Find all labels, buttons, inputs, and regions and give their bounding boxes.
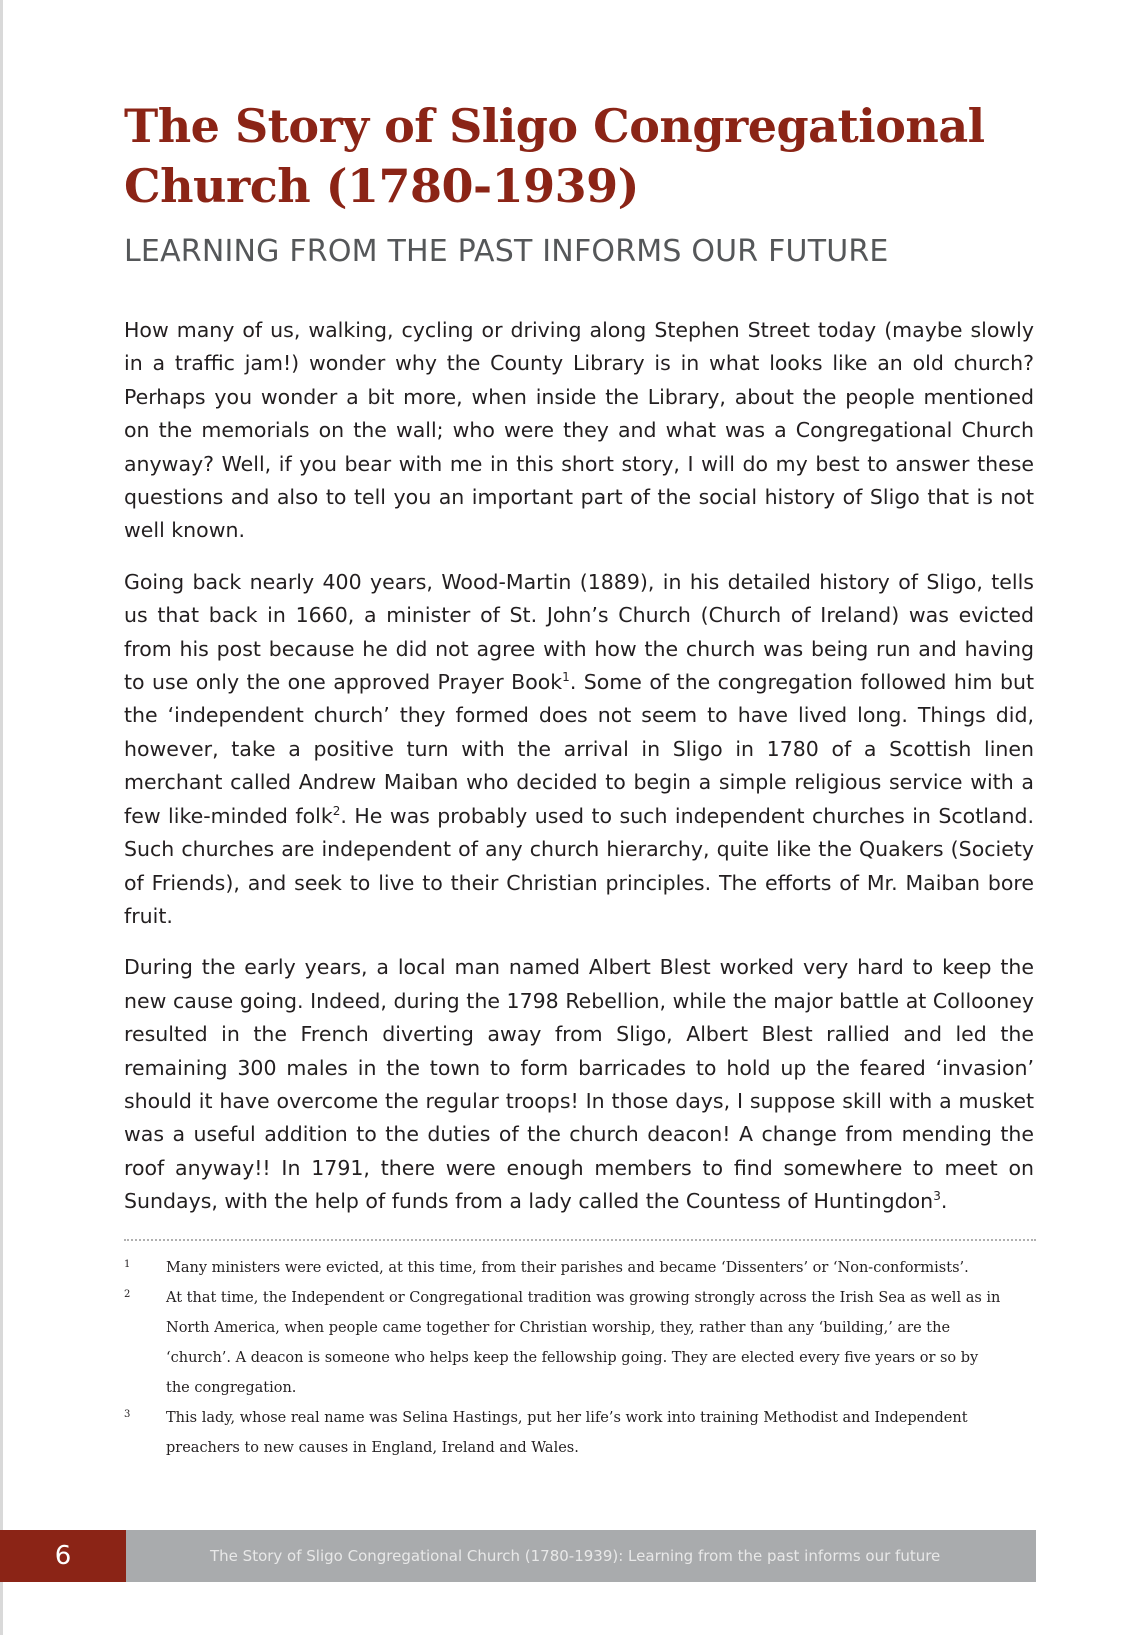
footnote-divider (124, 1239, 1036, 1241)
footnote-text: Many ministers were evicted, at this time, from their parishes and became ‘Dissenters’ or ‘Non-conformists’. (166, 1259, 969, 1276)
footnote-text: At that time, the Independent or Congregational tradition was growing strongly across the Irish Sea as well as in North America, when people came together for Christian worship, they, rather than any ‘building,’ are the ‘church’. A deacon is someone who helps keep the fellowship going. They are elected every five years or so by the congregation. (166, 1289, 1001, 1396)
page-number: 6 (0, 1530, 126, 1582)
document-page (124, 96, 1034, 1463)
paragraph-2 (124, 566, 1034, 933)
paragraph-2-part-a: Going back nearly 400 years, Wood-Martin (1889), in his detailed history of Sligo, tells us that back in 1660, a minister of St. John’s Church (Church of Ireland) was evicted from his post because he did not agree with how the church was being run and having to use only the one approved Prayer Book (124, 569, 1034, 695)
footnote-text: This lady, whose real name was Selina Hastings, put her life’s work into training Methodist and Independent preachers to new causes in England, Ireland and Wales. (166, 1409, 968, 1456)
footnote-ref-3[interactable]: 3 (933, 1189, 941, 1204)
page-subtitle: LEARNING FROM THE PAST INFORMS OUR FUTURE (124, 234, 889, 269)
paragraph-3 (124, 951, 1034, 1218)
paragraph-2-part-c: . He was probably used to such independent churches in Scotland. Such churches are independent of any church hierarchy, quite like the Quakers (Society of Friends), and seek to live to their Christian principles. The efforts of Mr. Maiban bore fruit. (124, 803, 1035, 928)
footnote-3 (124, 1403, 1034, 1463)
footnote-ref-2[interactable]: 2 (332, 803, 341, 818)
running-title: The Story of Sligo Congregational Church (1780-1939): Learning from the past informs our future (210, 1547, 941, 1565)
footnote-2 (124, 1283, 1034, 1403)
paragraph-3-part-b: . (940, 1189, 948, 1214)
footnote-ref-1[interactable]: 1 (562, 670, 570, 685)
footnotes (124, 1253, 1034, 1463)
body-text (124, 314, 1034, 1219)
footnote-number: 2 (124, 1288, 131, 1300)
paragraph-1: How many of us, walking, cycling or driving along Stephen Street today (maybe slowly in a traffic jam!) wonder why the County Library is in what looks like an old church? Perhaps you wonder a bit more, when inside the Library, about the people mentioned on the memorials on the wall; who were they and what was a Congregational Church anyway? Well, if you bear with me in this short story, I will do my best to answer these questions and also to tell you an important part of the social history of Sligo that is not well known. (124, 318, 1034, 543)
footnote-number: 1 (124, 1258, 131, 1270)
paragraph-3-part-a: During the early years, a local man named Albert Blest worked very hard to keep the new cause going. Indeed, during the 1798 Rebellion, while the major battle at Collooney resulted in the French diverting away from Sligo, Albert Blest rallied and led the remaining 300 males in the town to form barricades to hold up the feared ‘invasion’ should it have overcome the regular troops! In those days, I suppose skill with a musket was a useful addition to the duties of the church deacon! A change from mending the roof anyway!! In 1791, there were enough members to find somewhere to meet on Sundays, with the help of funds from a lady called the Countess of Huntingdon (124, 955, 1034, 1214)
footnote-1 (124, 1253, 1034, 1283)
paragraph-2-part-b: . Some of the congregation followed him but the ‘independent church’ they formed does not seem to have lived long. Things did, however, take a positive turn with the arrival in Sligo in 1780 of a Scottish linen merchant called Andrew Maiban who decided to begin a simple religious service with a few like-minded folk (124, 670, 1034, 828)
page-footer (0, 1530, 1036, 1582)
page-title: The Story of Sligo Congregational Church (1780-1939) (124, 99, 985, 213)
page-edge (0, 0, 3, 1635)
footnote-number: 3 (124, 1408, 131, 1420)
